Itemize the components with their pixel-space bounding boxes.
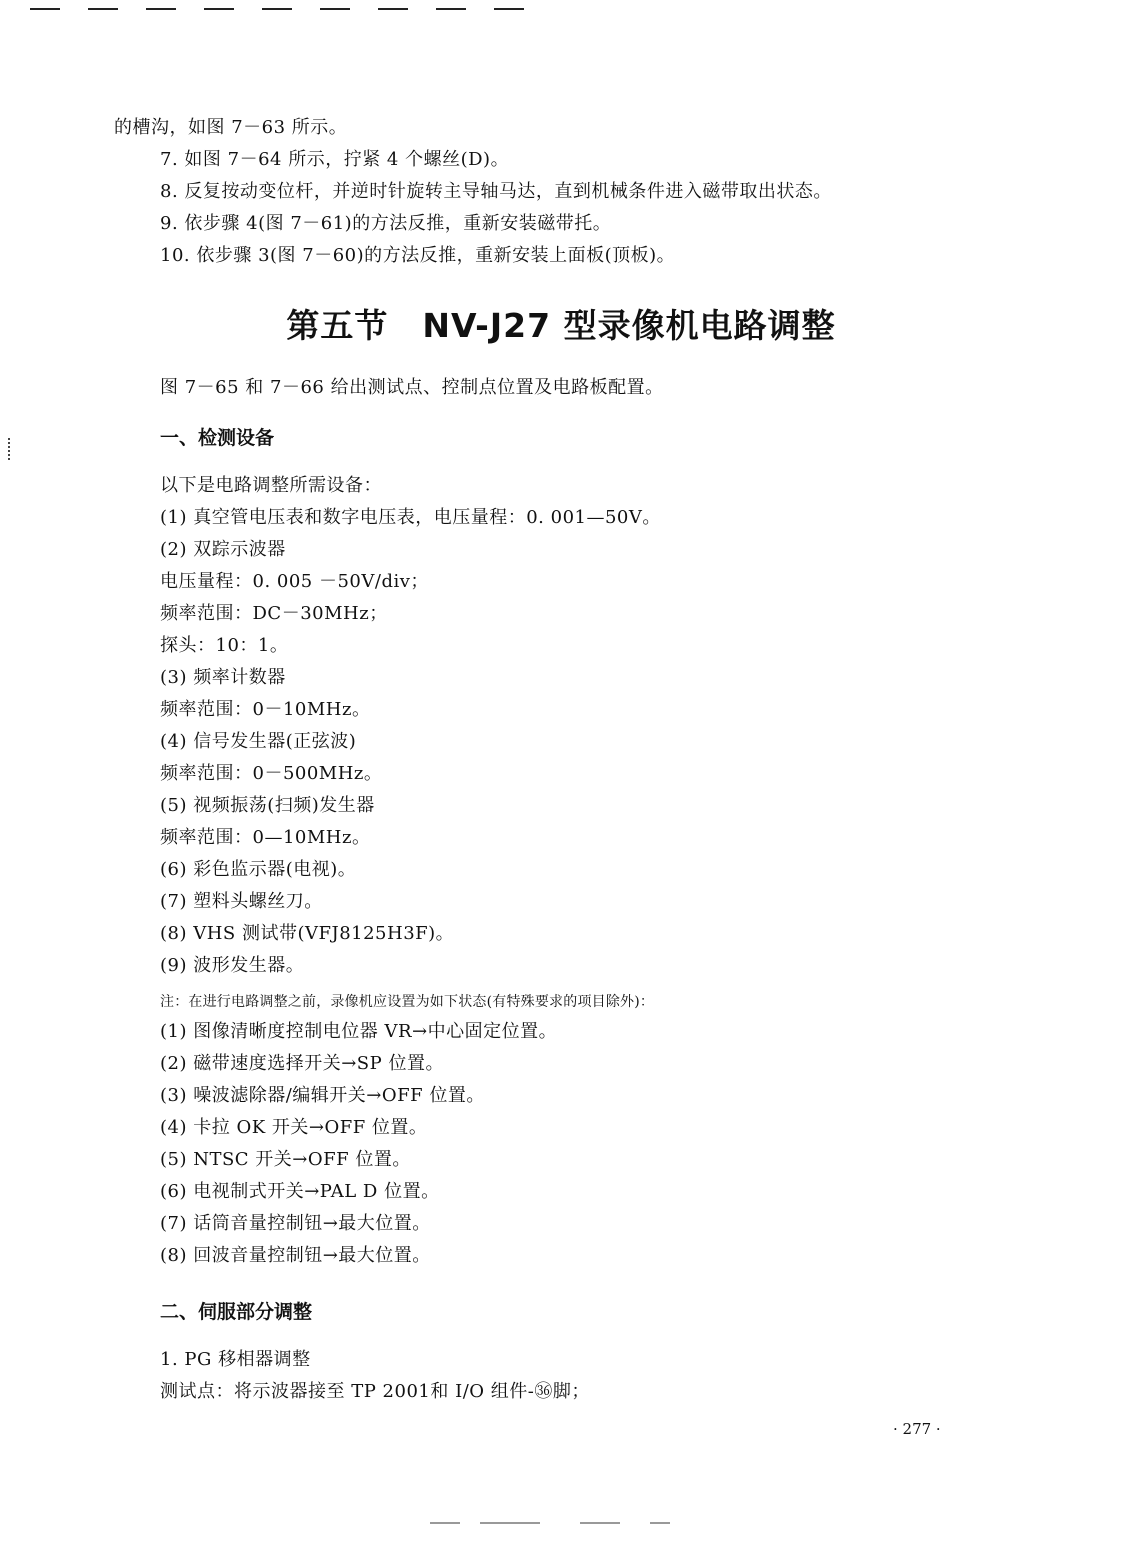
setting-line: (7) 话筒音量控制钮→最大位置。	[160, 1213, 431, 1234]
equipment-line: 频率范围：0－500MHz。	[160, 763, 383, 784]
equipment-line: (6) 彩色监示器(电视)。	[160, 859, 357, 880]
equipment-line: (8) VHS 测试带(VFJ8125H3F)。	[160, 923, 455, 944]
setting-line: (4) 卡拉 OK 开关→OFF 位置。	[160, 1117, 428, 1138]
equipment-line: (9) 波形发生器。	[160, 955, 305, 976]
test-point-text: 测试点：将示波器接至 TP 2001和 I/O 组件-㊱脚；	[160, 1381, 590, 1402]
equipment-line: (3) 频率计数器	[160, 667, 286, 688]
top-scan-dashes	[30, 8, 550, 12]
scan-speck	[580, 1522, 620, 1524]
setting-line: (3) 噪波滤除器/编辑开关→OFF 位置。	[160, 1085, 485, 1106]
equipment-line: (5) 视频振荡(扫频)发生器	[160, 795, 375, 816]
setting-line: (8) 回波音量控制钮→最大位置。	[160, 1245, 431, 1266]
margin-scan-mark	[8, 438, 12, 460]
equipment-line: (1) 真空管电压表和数字电压表，电压量程：0. 001—50V。	[160, 507, 661, 528]
step-8: 8. 反复按动变位杆，并逆时针旋转主导轴马达，直到机械条件进入磁带取出状态。	[160, 181, 832, 202]
continuation-text: 的槽沟，如图 7－63 所示。	[114, 117, 348, 138]
equipment-line: 探头：10：1。	[160, 635, 289, 656]
setting-line: (1) 图像清晰度控制电位器 VR→中心固定位置。	[160, 1021, 558, 1042]
note-text: 注：在进行电路调整之前，录像机应设置为如下状态(有特殊要求的项目除外)：	[160, 994, 655, 1010]
scan-speck	[480, 1522, 540, 1524]
subheading-pg: 1. PG 移相器调整	[160, 1349, 311, 1370]
step-9: 9. 依步骤 4(图 7－61)的方法反推，重新安装磁带托。	[160, 213, 612, 234]
heading-equipment: 一、检测设备	[160, 427, 275, 449]
equipment-line: (7) 塑料头螺丝刀。	[160, 891, 323, 912]
scan-speck	[650, 1522, 670, 1524]
step-10: 10. 依步骤 3(图 7－60)的方法反推，重新安装上面板(顶板)。	[160, 245, 676, 266]
heading-servo: 二、伺服部分调整	[160, 1301, 313, 1323]
intro-paragraph: 图 7－65 和 7－66 给出测试点、控制点位置及电路板配置。	[160, 377, 664, 398]
equipment-line: (2) 双踪示波器	[160, 539, 286, 560]
section-title: 第五节 NV-J27 型录像机电路调整	[286, 306, 836, 345]
page-number: · 277 ·	[893, 1420, 941, 1438]
step-7: 7. 如图 7－64 所示，拧紧 4 个螺丝(D)。	[160, 149, 510, 170]
setting-line: (6) 电视制式开关→PAL D 位置。	[160, 1181, 440, 1202]
equipment-line: 频率范围：0－10MHz。	[160, 699, 371, 720]
setting-line: (2) 磁带速度选择开关→SP 位置。	[160, 1053, 444, 1074]
equipment-line: 频率范围：DC－30MHz；	[160, 603, 388, 624]
equipment-line: 以下是电路调整所需设备：	[160, 475, 382, 496]
setting-line: (5) NTSC 开关→OFF 位置。	[160, 1149, 411, 1170]
scan-speck	[430, 1522, 460, 1524]
equipment-line: (4) 信号发生器(正弦波)	[160, 731, 357, 752]
equipment-line: 电压量程：0. 005 －50V/div；	[160, 571, 429, 592]
equipment-line: 频率范围：0—10MHz。	[160, 827, 371, 848]
